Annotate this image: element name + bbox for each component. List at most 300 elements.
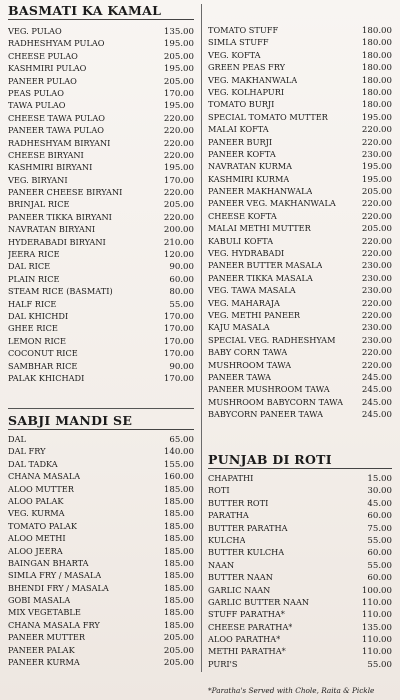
- menu-item-row: [208, 86, 392, 98]
- menu-item-name: VEG. TAWA MASALA: [208, 285, 296, 296]
- menu-item-price: 60.00: [169, 274, 194, 285]
- menu-item-row: [208, 210, 392, 222]
- menu-item-name: ROTI: [208, 485, 230, 496]
- menu-item-name: DAL: [8, 434, 26, 444]
- menu-item-name: MALAI KOFTA: [208, 124, 269, 135]
- menu-item-row: [8, 99, 194, 111]
- menu-item-row: [208, 98, 392, 110]
- menu-item-price: 230.00: [361, 335, 392, 346]
- menu-item-name: CHEESE BIRYANI: [8, 149, 84, 160]
- menu-item-price: 60.00: [367, 573, 392, 584]
- menu-item-row: [208, 484, 392, 496]
- menu-item-row: [8, 445, 194, 457]
- menu-item-row: [8, 223, 194, 235]
- menu-item-name: PANEER MUTTER: [8, 632, 86, 643]
- menu-item-name: BUTTER NAAN: [208, 572, 273, 583]
- menu-item-name: JEERA RICE: [8, 249, 60, 260]
- menu-item-name: KASHMIRI KURMA: [208, 173, 290, 184]
- menu-item-row: [208, 334, 392, 346]
- menu-item-name: MALAI METHI MUTTER: [208, 223, 311, 234]
- menu-item-name: PARATHA: [208, 510, 249, 521]
- menu-item-name: PANEER MAKHANWALA: [208, 186, 313, 197]
- menu-item-row: [208, 658, 392, 670]
- menu-item-price: 205.00: [163, 200, 194, 211]
- menu-item-row: [8, 25, 194, 37]
- menu-item-name: BABYCORN PANEER TAWA: [208, 409, 324, 420]
- menu-item-price: 220.00: [361, 137, 392, 148]
- item-list: [208, 24, 392, 421]
- menu-item-name: CHEESE PULAO: [8, 50, 78, 61]
- menu-item-row: [208, 522, 392, 534]
- menu-item-row: [8, 569, 194, 581]
- menu-item-name: PANEER KURMA: [8, 657, 80, 668]
- menu-item-name: ALOO PARATHA*: [208, 634, 281, 645]
- menu-item-price: 15.00: [367, 474, 392, 484]
- menu-item-row: [8, 582, 194, 594]
- menu-item-row: [208, 534, 392, 546]
- menu-item-row: [208, 148, 392, 160]
- menu-item-price: 195.00: [163, 101, 194, 112]
- menu-item-price: 195.00: [163, 39, 194, 50]
- menu-item-name: VEG. KOLHAPURI: [208, 86, 285, 97]
- menu-item-name: COCONUT RICE: [8, 348, 78, 359]
- menu-item-name: VEG. MAKHANWALA: [208, 74, 298, 85]
- menu-item-price: 55.00: [367, 659, 392, 670]
- menu-item-price: 180.00: [361, 75, 392, 86]
- menu-item-name: HALF RICE: [8, 298, 57, 309]
- menu-item-name: TOMATO BURJI: [208, 99, 275, 110]
- menu-item-name: PURI'S: [208, 658, 238, 669]
- menu-item-row: [8, 360, 194, 372]
- menu-item-name: VEG. PULAO: [8, 26, 62, 36]
- menu-item-name: RADHESHYAM BIRYANI: [8, 137, 111, 148]
- menu-item-name: PALAK KHICHADI: [8, 372, 85, 383]
- menu-item-row: [8, 606, 194, 618]
- menu-item-name: PANEER KOFTA: [208, 148, 276, 159]
- menu-item-price: 195.00: [361, 162, 392, 173]
- menu-item-row: [8, 322, 194, 334]
- menu-item-price: 75.00: [367, 523, 392, 534]
- menu-item-price: 170.00: [163, 336, 194, 347]
- menu-item-price: 205.00: [361, 224, 392, 235]
- menu-item-price: 185.00: [163, 509, 194, 520]
- menu-item-name: GREEN PEAS FRY: [208, 62, 286, 73]
- menu-item-row: [8, 236, 194, 248]
- menu-item-name: VEG. BIRYANI: [8, 174, 68, 185]
- menu-item-name: LEMON RICE: [8, 335, 66, 346]
- menu-item-row: [8, 470, 194, 482]
- menu-item-price: 220.00: [163, 188, 194, 199]
- menu-item-price: 185.00: [163, 620, 194, 631]
- menu-item-row: [208, 371, 392, 383]
- menu-item-row: [8, 298, 194, 310]
- menu-item-name: ALOO METHI: [8, 533, 66, 544]
- menu-item-row: [8, 87, 194, 99]
- menu-item-row: [8, 347, 194, 359]
- item-list: [8, 25, 194, 384]
- menu-item-name: BRINJAL RICE: [8, 199, 70, 210]
- menu-item-price: 205.00: [163, 51, 194, 62]
- menu-item-row: [8, 507, 194, 519]
- menu-item-price: 220.00: [163, 138, 194, 149]
- menu-item-row: [8, 433, 194, 445]
- menu-item-name: ALOO MUTTER: [8, 483, 74, 494]
- menu-item-price: 245.00: [361, 385, 392, 396]
- menu-item-row: [8, 483, 194, 495]
- menu-item-name: GOBI MASALA: [8, 595, 71, 606]
- menu-item-row: [208, 408, 392, 420]
- menu-item-price: 170.00: [163, 88, 194, 99]
- heading-underline: [208, 468, 392, 469]
- menu-item-price: 110.00: [361, 647, 392, 658]
- menu-item-price: 120.00: [163, 250, 194, 261]
- menu-item-price: 55.00: [169, 299, 194, 310]
- menu-item-row: [8, 532, 194, 544]
- menu-item-price: 135.00: [163, 27, 194, 37]
- menu-item-row: [208, 596, 392, 608]
- menu-item-name: CHEESE KOFTA: [208, 210, 277, 221]
- menu-item-name: VEG. KOFTA: [208, 49, 261, 60]
- menu-item-row: [208, 160, 392, 172]
- menu-item-price: 100.00: [361, 585, 392, 596]
- menu-item-price: 170.00: [163, 349, 194, 360]
- menu-item-price: 185.00: [163, 534, 194, 545]
- menu-item-price: 195.00: [361, 112, 392, 123]
- menu-item-price: 60.00: [367, 548, 392, 559]
- menu-item-row: [208, 259, 392, 271]
- menu-item-name: KASHMIRI PULAO: [8, 63, 87, 74]
- menu-item-row: [208, 49, 392, 61]
- menu-item-price: 55.00: [367, 535, 392, 546]
- menu-item-row: [208, 173, 392, 185]
- menu-item-price: 185.00: [163, 583, 194, 594]
- menu-item-name: ALOO JEERA: [8, 545, 63, 556]
- menu-item-price: 135.00: [361, 622, 392, 633]
- menu-item-row: [208, 584, 392, 596]
- menu-item-price: 230.00: [361, 286, 392, 297]
- menu-item-price: 220.00: [361, 348, 392, 359]
- heading-underline: [8, 19, 194, 20]
- section-main-course: [208, 24, 392, 421]
- menu-item-price: 110.00: [361, 635, 392, 646]
- menu-item-row: [8, 557, 194, 569]
- item-list: [208, 472, 392, 670]
- menu-item-row: [208, 633, 392, 645]
- menu-item-name: STEAM RICE (BASMATI): [8, 286, 113, 297]
- menu-item-price: 220.00: [361, 211, 392, 222]
- menu-item-name: PANEER MUSHROOM TAWA: [208, 384, 330, 395]
- menu-item-price: 180.00: [361, 26, 392, 36]
- menu-item-row: [8, 62, 194, 74]
- menu-item-name: VEG. METHI PANEER: [208, 309, 301, 320]
- menu-item-name: DAL RICE: [8, 261, 51, 272]
- menu-item-price: 200.00: [163, 225, 194, 236]
- menu-item-row: [8, 372, 194, 384]
- menu-item-price: 90.00: [169, 361, 194, 372]
- menu-item-price: 220.00: [361, 125, 392, 136]
- menu-item-name: PANEER PALAK: [8, 644, 75, 655]
- menu-item-name: BUTTER ROTI: [208, 497, 269, 508]
- menu-item-name: BHENDI FRY / MASALA: [8, 582, 109, 593]
- menu-item-name: PANEER VEG. MAKHANWALA: [208, 198, 336, 209]
- menu-item-name: NAAN: [208, 559, 235, 570]
- menu-item-name: DAL TADKA: [8, 458, 58, 469]
- menu-item-row: [8, 644, 194, 656]
- menu-item-price: 170.00: [163, 175, 194, 186]
- menu-item-name: CHAPATHI: [208, 473, 254, 483]
- menu-item-row: [208, 74, 392, 86]
- menu-item-row: [208, 645, 392, 657]
- menu-item-price: 180.00: [361, 87, 392, 98]
- menu-item-row: [8, 594, 194, 606]
- menu-item-name: KABULI KOFTA: [208, 235, 274, 246]
- section-roti: [208, 453, 392, 670]
- menu-item-row: [208, 284, 392, 296]
- menu-item-name: KASHMIRI BIRYANI: [8, 162, 93, 173]
- menu-item-price: 185.00: [163, 521, 194, 532]
- menu-item-name: PEAS PULAO: [8, 87, 64, 98]
- section-separator: [8, 408, 194, 409]
- menu-item-price: 185.00: [163, 484, 194, 495]
- menu-item-price: 195.00: [163, 163, 194, 174]
- menu-item-price: 210.00: [163, 237, 194, 248]
- menu-item-row: [208, 297, 392, 309]
- menu-item-row: [8, 198, 194, 210]
- menu-item-name: VEG. KURMA: [8, 508, 65, 519]
- menu-item-row: [8, 161, 194, 173]
- menu-item-price: 185.00: [163, 496, 194, 507]
- menu-item-price: 205.00: [163, 76, 194, 87]
- menu-item-price: 205.00: [361, 187, 392, 198]
- menu-item-name: DAL KHICHDI: [8, 310, 69, 321]
- menu-item-name: ALOO PALAK: [8, 495, 64, 506]
- menu-item-row: [8, 545, 194, 557]
- menu-item-price: 45.00: [367, 498, 392, 509]
- menu-item-price: 230.00: [361, 273, 392, 284]
- menu-item-row: [208, 136, 392, 148]
- menu-item-price: 110.00: [361, 610, 392, 621]
- menu-item-name: PLAIN RICE: [8, 273, 60, 284]
- menu-item-price: 30.00: [367, 486, 392, 497]
- menu-item-price: 170.00: [163, 373, 194, 384]
- menu-item-row: [8, 149, 194, 161]
- menu-item-price: 180.00: [361, 100, 392, 111]
- menu-item-name: CHANA MASALA: [8, 471, 81, 482]
- menu-item-name: BUTTER PARATHA: [208, 522, 288, 533]
- menu-item-price: 185.00: [163, 558, 194, 569]
- menu-item-row: [208, 472, 392, 484]
- menu-item-name: TOMATO STUFF: [208, 25, 279, 35]
- menu-item-name: TOMATO PALAK: [8, 520, 77, 531]
- menu-item-row: [208, 309, 392, 321]
- menu-item-price: 195.00: [163, 64, 194, 75]
- menu-item-row: [208, 546, 392, 558]
- menu-item-name: CHEESE TAWA PULAO: [8, 112, 105, 123]
- menu-item-name: PANEER BURJI: [208, 136, 273, 147]
- menu-item-price: 170.00: [163, 324, 194, 335]
- menu-item-name: GHEE RICE: [8, 323, 58, 334]
- menu-item-name: BUTTER KULCHA: [208, 547, 285, 558]
- menu-item-row: [8, 186, 194, 198]
- menu-item-price: 185.00: [163, 596, 194, 607]
- section-title: SABJI MANDI SE: [8, 413, 133, 428]
- menu-item-row: [208, 197, 392, 209]
- menu-item-row: [208, 123, 392, 135]
- menu-item-row: [8, 248, 194, 260]
- menu-item-name: PANEER TAWA: [208, 371, 272, 382]
- menu-item-price: 185.00: [163, 571, 194, 582]
- menu-item-row: [208, 509, 392, 521]
- menu-item-row: [8, 124, 194, 136]
- menu-item-price: 185.00: [163, 546, 194, 557]
- menu-item-name: KULCHA: [208, 534, 246, 545]
- menu-item-name: RADHESHYAM PULAO: [8, 38, 105, 49]
- menu-item-name: SPECIAL TOMATO MUTTER: [208, 111, 328, 122]
- menu-item-name: BAINGAN BHARTA: [8, 557, 89, 568]
- menu-item-name: PANEER PULAO: [8, 75, 77, 86]
- menu-item-price: 140.00: [163, 447, 194, 458]
- menu-item-price: 180.00: [361, 63, 392, 74]
- menu-item-row: [8, 495, 194, 507]
- menu-item-name: PANEER TIKKA BIRYANI: [8, 211, 112, 222]
- menu-item-name: STUFF PARATHA*: [208, 609, 285, 620]
- menu-item-row: [8, 335, 194, 347]
- section-title: BASMATI KA KAMAL: [8, 3, 162, 18]
- menu-item-name: VEG. HYDRABADI: [208, 248, 285, 259]
- menu-item-name: SAMBHAR RICE: [8, 360, 78, 371]
- menu-item-name: CHANA MASALA FRY: [8, 619, 100, 630]
- column-divider: [201, 4, 202, 672]
- menu-item-row: [208, 621, 392, 633]
- menu-item-name: CHEESE PARATHA*: [208, 621, 293, 632]
- menu-item-price: 245.00: [361, 397, 392, 408]
- menu-item-name: VEG. MAHARAJA: [208, 297, 280, 308]
- menu-item-name: SPECIAL VEG. RADHESHYAM: [208, 334, 336, 345]
- menu-item-row: [8, 619, 194, 631]
- menu-item-price: 220.00: [361, 298, 392, 309]
- menu-item-row: [8, 50, 194, 62]
- menu-item-name: MUSHROOM TAWA: [208, 359, 292, 370]
- menu-item-row: [8, 75, 194, 87]
- menu-item-name: MUSHROOM BABYCORN TAWA: [208, 396, 344, 407]
- menu-item-row: [208, 247, 392, 259]
- menu-item-price: 205.00: [163, 633, 194, 644]
- section-basmati: [8, 4, 194, 384]
- menu-item-price: 205.00: [163, 645, 194, 656]
- item-list: [8, 433, 194, 668]
- menu-item-row: [208, 222, 392, 234]
- menu-item-price: 220.00: [361, 199, 392, 210]
- menu-item-row: [208, 383, 392, 395]
- menu-item-row: [8, 656, 194, 668]
- menu-item-row: [8, 112, 194, 124]
- menu-item-price: 110.00: [361, 597, 392, 608]
- heading-underline: [8, 429, 194, 430]
- section-title: PUNJAB DI ROTI: [208, 452, 332, 467]
- menu-item-price: 160.00: [163, 472, 194, 483]
- menu-item-row: [208, 497, 392, 509]
- menu-item-name: GARLIC BUTTER NAAN: [208, 596, 310, 607]
- menu-item-price: 65.00: [169, 435, 194, 445]
- menu-item-name: SIMLA FRY / MASALA: [8, 570, 102, 581]
- menu-item-price: 180.00: [361, 38, 392, 49]
- menu-item-name: PANEER CHEESE BIRYANI: [8, 187, 123, 198]
- menu-item-row: [208, 185, 392, 197]
- menu-item-row: [8, 273, 194, 285]
- menu-item-name: GARLIC NAAN: [208, 584, 271, 595]
- menu-item-price: 180.00: [361, 50, 392, 61]
- menu-item-row: [208, 272, 392, 284]
- menu-item-price: 220.00: [361, 310, 392, 321]
- menu-item-row: [8, 137, 194, 149]
- menu-item-price: 230.00: [361, 149, 392, 160]
- menu-item-price: 220.00: [163, 150, 194, 161]
- menu-item-name: HYDERABADI BIRYANI: [8, 236, 106, 247]
- menu-item-row: [208, 321, 392, 333]
- menu-item-row: [208, 396, 392, 408]
- menu-item-price: 80.00: [169, 287, 194, 298]
- menu-item-price: 170.00: [163, 311, 194, 322]
- menu-item-row: [208, 111, 392, 123]
- menu-item-row: [8, 310, 194, 322]
- menu-item-row: [8, 631, 194, 643]
- menu-item-row: [208, 346, 392, 358]
- menu-item-name: NAVRATAN KURMA: [208, 161, 293, 172]
- menu-item-name: DAL FRY: [8, 446, 46, 457]
- menu-item-price: 90.00: [169, 262, 194, 273]
- menu-item-row: [208, 61, 392, 73]
- menu-item-row: [208, 571, 392, 583]
- menu-item-price: 205.00: [163, 658, 194, 669]
- menu-item-price: 230.00: [361, 261, 392, 272]
- menu-item-name: NAVRATAN BIRYANI: [8, 224, 96, 235]
- menu-item-row: [208, 559, 392, 571]
- menu-item-row: [208, 359, 392, 371]
- menu-item-price: 60.00: [367, 511, 392, 522]
- menu-item-price: 245.00: [361, 410, 392, 421]
- menu-item-name: PANEER TAWA PULAO: [8, 125, 104, 136]
- menu-item-row: [8, 260, 194, 272]
- menu-item-price: 230.00: [361, 323, 392, 334]
- menu-item-price: 220.00: [361, 360, 392, 371]
- menu-item-price: 185.00: [163, 608, 194, 619]
- menu-item-name: BABY CORN TAWA: [208, 347, 288, 358]
- menu-item-price: 220.00: [361, 249, 392, 260]
- menu-item-row: [8, 520, 194, 532]
- menu-item-price: 220.00: [163, 113, 194, 124]
- menu-item-row: [8, 211, 194, 223]
- menu-item-name: PANEER TIKKA MASALA: [208, 272, 313, 283]
- menu-item-price: 245.00: [361, 372, 392, 383]
- menu-item-name: PANEER BUTTER MASALA: [208, 260, 323, 271]
- menu-item-row: [208, 24, 392, 36]
- menu-item-name: SIMLA STUFF: [208, 37, 269, 48]
- menu-item-name: KAJU MASALA: [208, 322, 270, 333]
- menu-item-price: 220.00: [361, 236, 392, 247]
- menu-item-name: METHI PARATHA*: [208, 646, 286, 657]
- menu-item-row: [8, 285, 194, 297]
- menu-item-row: [8, 458, 194, 470]
- menu-item-price: 220.00: [163, 126, 194, 137]
- menu-item-row: [208, 608, 392, 620]
- section-sabji: [8, 414, 194, 668]
- paratha-note: *Paratha's Served with Chole, Raita & Pickle: [208, 686, 375, 695]
- menu-item-price: 220.00: [163, 212, 194, 223]
- menu-item-row: [208, 36, 392, 48]
- menu-item-row: [208, 235, 392, 247]
- menu-item-row: [8, 174, 194, 186]
- menu-item-price: 55.00: [367, 560, 392, 571]
